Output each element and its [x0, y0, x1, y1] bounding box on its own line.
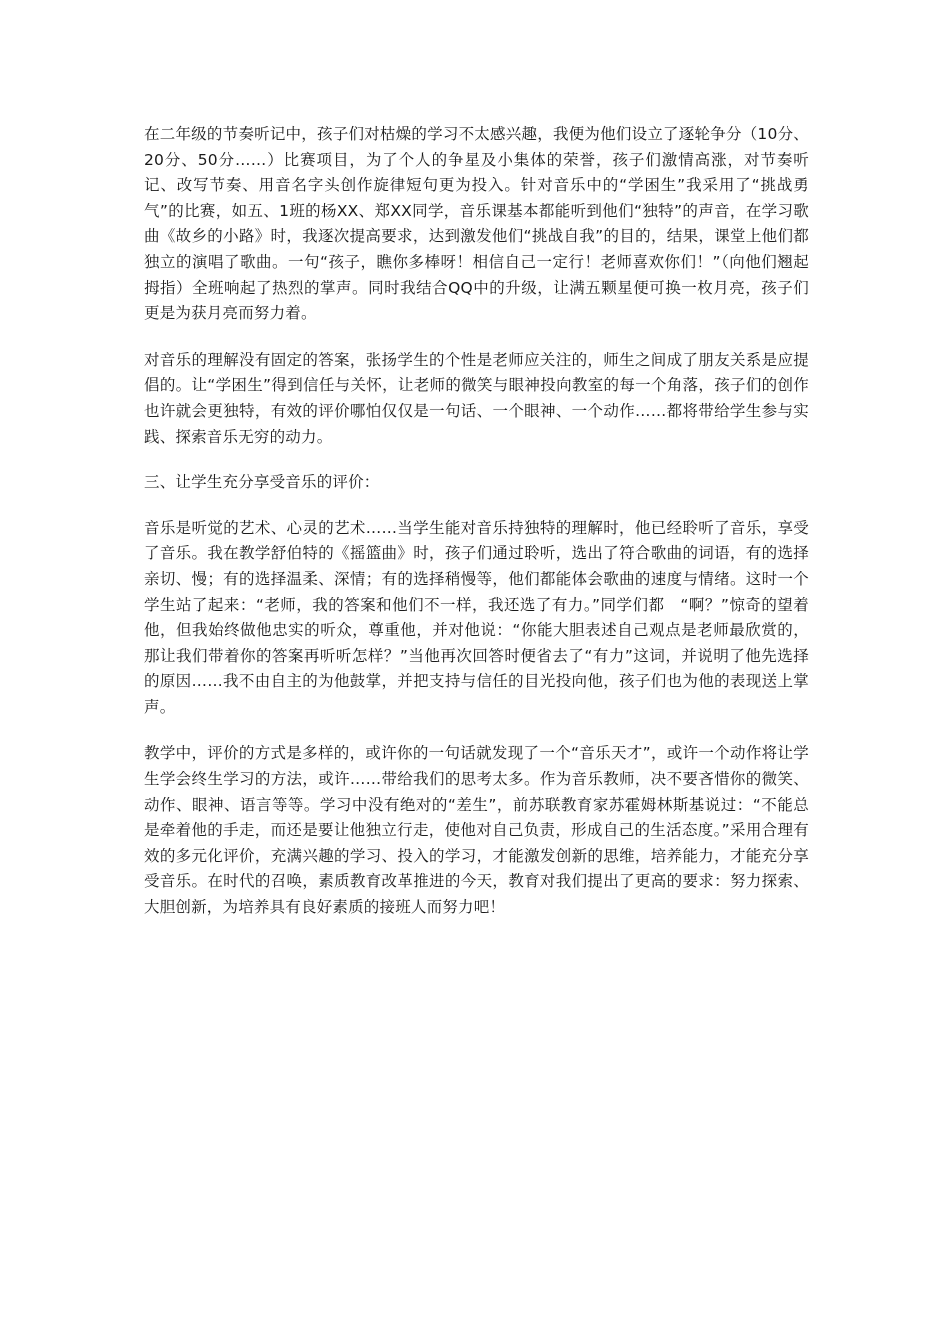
paragraph-rhythm-competition: 在二年级的节奏听记中，孩子们对枯燥的学习不太感兴趣，我便为他们设立了逐轮争分（10分、20分、50分……）比赛项目，为了个人的争星及小集体的荣誉，孩子们激情高涨，对节奏听记、改写节奏、用音名字头创作旋律短句更为投入。针对音乐中的“学困生”我采用了“挑战勇气”的比赛，如五、1班的杨XX、郑XX同学，音乐课基本都能听到他们“独特”的声音，在学习歌曲《故乡的小路》时，我逐次提高要求，达到激发他们“挑战自我”的目的，结果，课堂上他们都独立的演唱了歌曲。一句“孩子，瞧你多棒呀！相信自己一定行！老师喜欢你们！”（向他们翘起拇指）全班响起了热烈的掌声。同时我结合QQ中的升级，让满五颗星便可换一枚月亮，孩子们更是为获月亮而努力着。	[144, 125, 809, 323]
section-heading-3: 三、让学生充分享受音乐的评价：	[144, 473, 380, 492]
document-body	[144, 122, 809, 921]
paragraph-music-understanding: 对音乐的理解没有固定的答案，张扬学生的个性是老师应关注的，师生之间成了朋友关系是应提倡的。让“学困生”得到信任与关怀，让老师的微笑与眼神投向教室的每一个角落，孩子们的创作也许就会更独特，有效的评价哪怕仅仅是一句话、一个眼神、一个动作……都将带给学生参与实践、探索音乐无穷的动力。	[144, 350, 809, 446]
paragraph-lullaby-lesson: 音乐是听觉的艺术、心灵的艺术……当学生能对音乐持独特的理解时，他已经聆听了音乐，享受了音乐。我在教学舒伯特的《摇篮曲》时，孩子们通过聆听，选出了符合歌曲的词语，有的选择亲切、慢；有的选择温柔、深情；有的选择稍慢等，他们都能体会歌曲的速度与情绪。这时一个学生站了起来：“老师，我的答案和他们不一样，我还选了有力。”同学们都 “啊？”惊奇的望着他，但我始终做他忠实的听众，尊重他，并对他说：“你能大胆表述自己观点是老师最欣赏的，那让我们带着你的答案再听听怎样？”当他再次回答时便省去了“有力”这词，并说明了他先选择的原因……我不由自主的为他鼓掌，并把支持与信任的目光投向他，孩子们也为他的表现送上掌声。	[144, 518, 809, 716]
paragraph-evaluation-methods: 教学中，评价的方式是多样的，或许你的一句话就发现了一个“音乐天才”，或许一个动作将让学生学会终生学习的方法，或许……带给我们的思考太多。作为音乐教师，决不要吝惜你的微笑、动作、眼神、语言等等。学习中没有绝对的“差生”，前苏联教育家苏霍姆林斯基说过：“不能总是牵着他的手走，而还是要让他独立行走，使他对自己负责，形成自己的生活态度。”采用合理有效的多元化评价，充满兴趣的学习、投入的学习，才能激发创新的思维，培养能力，才能充分享受音乐。在时代的召唤，素质教育改革推进的今天，教育对我们提出了更高的要求：努力探索、大胆创新，为培养具有良好素质的接班人而努力吧！	[144, 744, 809, 917]
